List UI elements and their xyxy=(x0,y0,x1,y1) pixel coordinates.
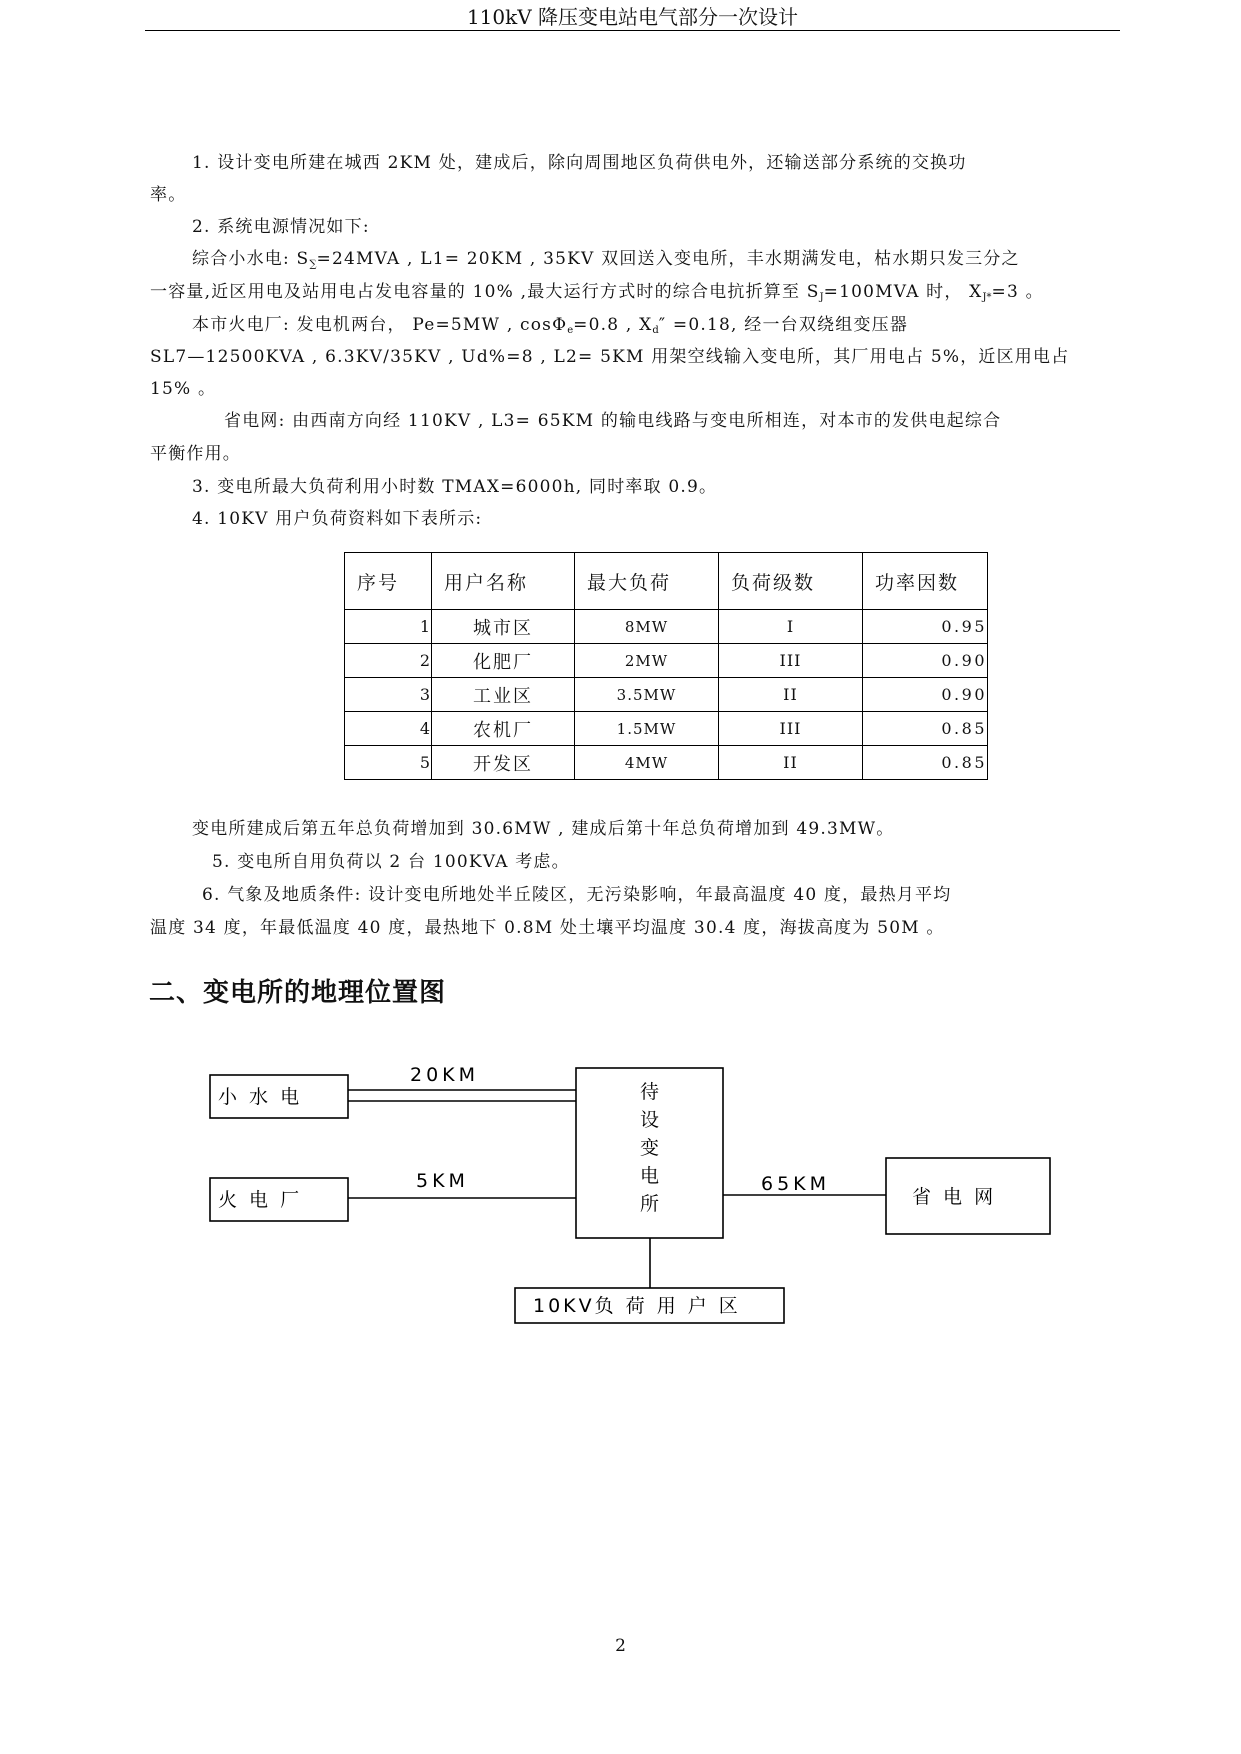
table-header: 功率因数 xyxy=(863,553,988,610)
table-cell: 0.85 xyxy=(863,746,988,780)
para-3-line-2: 一容量,近区用电及站用电占发电容量的 10% ,最大运行方式时的综合电抗折算至 $S_J=100MVA$ 时， $X_{J*}=3$ 。 xyxy=(150,282,1044,303)
dist-grid-label: 65KM xyxy=(761,1173,831,1195)
table-cell: I xyxy=(719,610,863,644)
table-cell: 5 xyxy=(345,746,432,780)
table-cell: II xyxy=(719,746,863,780)
table-cell: 2 xyxy=(345,644,432,678)
table-cell: III xyxy=(719,644,863,678)
page-number: 2 xyxy=(615,1636,626,1656)
load-area-label: 10KV负 荷 用 户 区 xyxy=(533,1295,741,1317)
table-cell: 0.95 xyxy=(863,610,988,644)
para-10-line-2: 温度 34 度，年最低温度 40 度，最热地下 0.8M 处土壤平均温度 30.4 度，海拔高度为 50M 。 xyxy=(150,918,945,938)
para-8: 变电所建成后第五年总负荷增加到 30.6MW , 建成后第十年总负荷增加到 49.3MW。 xyxy=(192,819,895,839)
table-cell: 0.85 xyxy=(863,712,988,746)
thermal-label: 火 电 厂 xyxy=(218,1189,303,1211)
para-3-line-1: 综合小水电: $S_\sum=24MVA$ , L1= 20KM , 35KV 双回送入变电所，丰水期满发电，枯水期只发三分之 xyxy=(192,249,1020,270)
table-cell: 1.5MW xyxy=(575,712,719,746)
grid-label: 省 电 网 xyxy=(912,1186,997,1208)
para-2: 2. 系统电源情况如下: xyxy=(192,217,370,237)
table-cell: 8MW xyxy=(575,610,719,644)
table-cell: 2MW xyxy=(575,644,719,678)
station-char: 电 xyxy=(640,1165,660,1187)
running-header: 110kV 降压变电站电气部分一次设计 xyxy=(466,5,799,29)
para-9: 5. 变电所自用负荷以 2 台 100KVA 考虑。 xyxy=(212,852,570,872)
para-10-line-1: 6. 气象及地质条件: 设计变电所地处半丘陵区，无污染影响，年最高温度 40 度，最热月平均 xyxy=(202,885,952,905)
table-cell: 农机厂 xyxy=(432,712,575,746)
para-4-line-1: 本市火电厂: 发电机两台， Pe=5MW , cosΦ$_e$=0.8 , $X_d'' =0.18$, 经一台双绕组变压器 xyxy=(192,315,909,336)
table-cell: II xyxy=(719,678,863,712)
table-cell: 工业区 xyxy=(432,678,575,712)
hydro-label: 小 水 电 xyxy=(218,1086,303,1108)
para-4-line-3: 15% 。 xyxy=(150,379,217,399)
table-header: 用户名称 xyxy=(432,553,575,610)
table-cell: 4 xyxy=(345,712,432,746)
table-cell: 1 xyxy=(345,610,432,644)
table-header: 负荷级数 xyxy=(719,553,863,610)
para-1-line-2: 率。 xyxy=(150,185,187,205)
station-char: 待 xyxy=(640,1081,660,1103)
station-char: 变 xyxy=(640,1137,660,1159)
table-cell: 0.90 xyxy=(863,678,988,712)
para-5-line-1: 省电网: 由西南方向经 110KV , L3= 65KM 的输电线路与变电所相连，对本市的发供电起综合 xyxy=(224,411,1002,431)
table-cell: 3.5MW xyxy=(575,678,719,712)
table-cell: III xyxy=(719,712,863,746)
dist-hydro-label: 20KM xyxy=(410,1064,480,1086)
section-heading: 二、变电所的地理位置图 xyxy=(149,978,447,1008)
table-cell: 3 xyxy=(345,678,432,712)
table-header: 最大负荷 xyxy=(575,553,719,610)
para-5-line-2: 平衡作用。 xyxy=(150,444,241,464)
para-7: 4. 10KV 用户负荷资料如下表所示: xyxy=(192,509,483,529)
station-char: 设 xyxy=(640,1109,660,1131)
para-1-line-1: 1. 设计变电所建在城西 2KM 处，建成后，除向周围地区负荷供电外，还输送部分系统的交换功 xyxy=(192,153,967,173)
table-cell: 4MW xyxy=(575,746,719,780)
table-cell: 化肥厂 xyxy=(432,644,575,678)
para-4-line-2: SL7—12500KVA , 6.3KV/35KV , Ud%=8 , L2= 5KM 用架空线输入变电所，其厂用电占 5%，近区用电占 xyxy=(150,347,1070,367)
para-6: 3. 变电所最大负荷利用小时数 TMAX=6000h, 同时率取 0.9。 xyxy=(192,477,718,497)
station-char: 所 xyxy=(640,1193,660,1215)
table-header: 序号 xyxy=(345,553,432,610)
dist-thermal-label: 5KM xyxy=(416,1170,469,1192)
table-cell: 0.90 xyxy=(863,644,988,678)
table-cell: 开发区 xyxy=(432,746,575,780)
table-cell: 城市区 xyxy=(432,610,575,644)
